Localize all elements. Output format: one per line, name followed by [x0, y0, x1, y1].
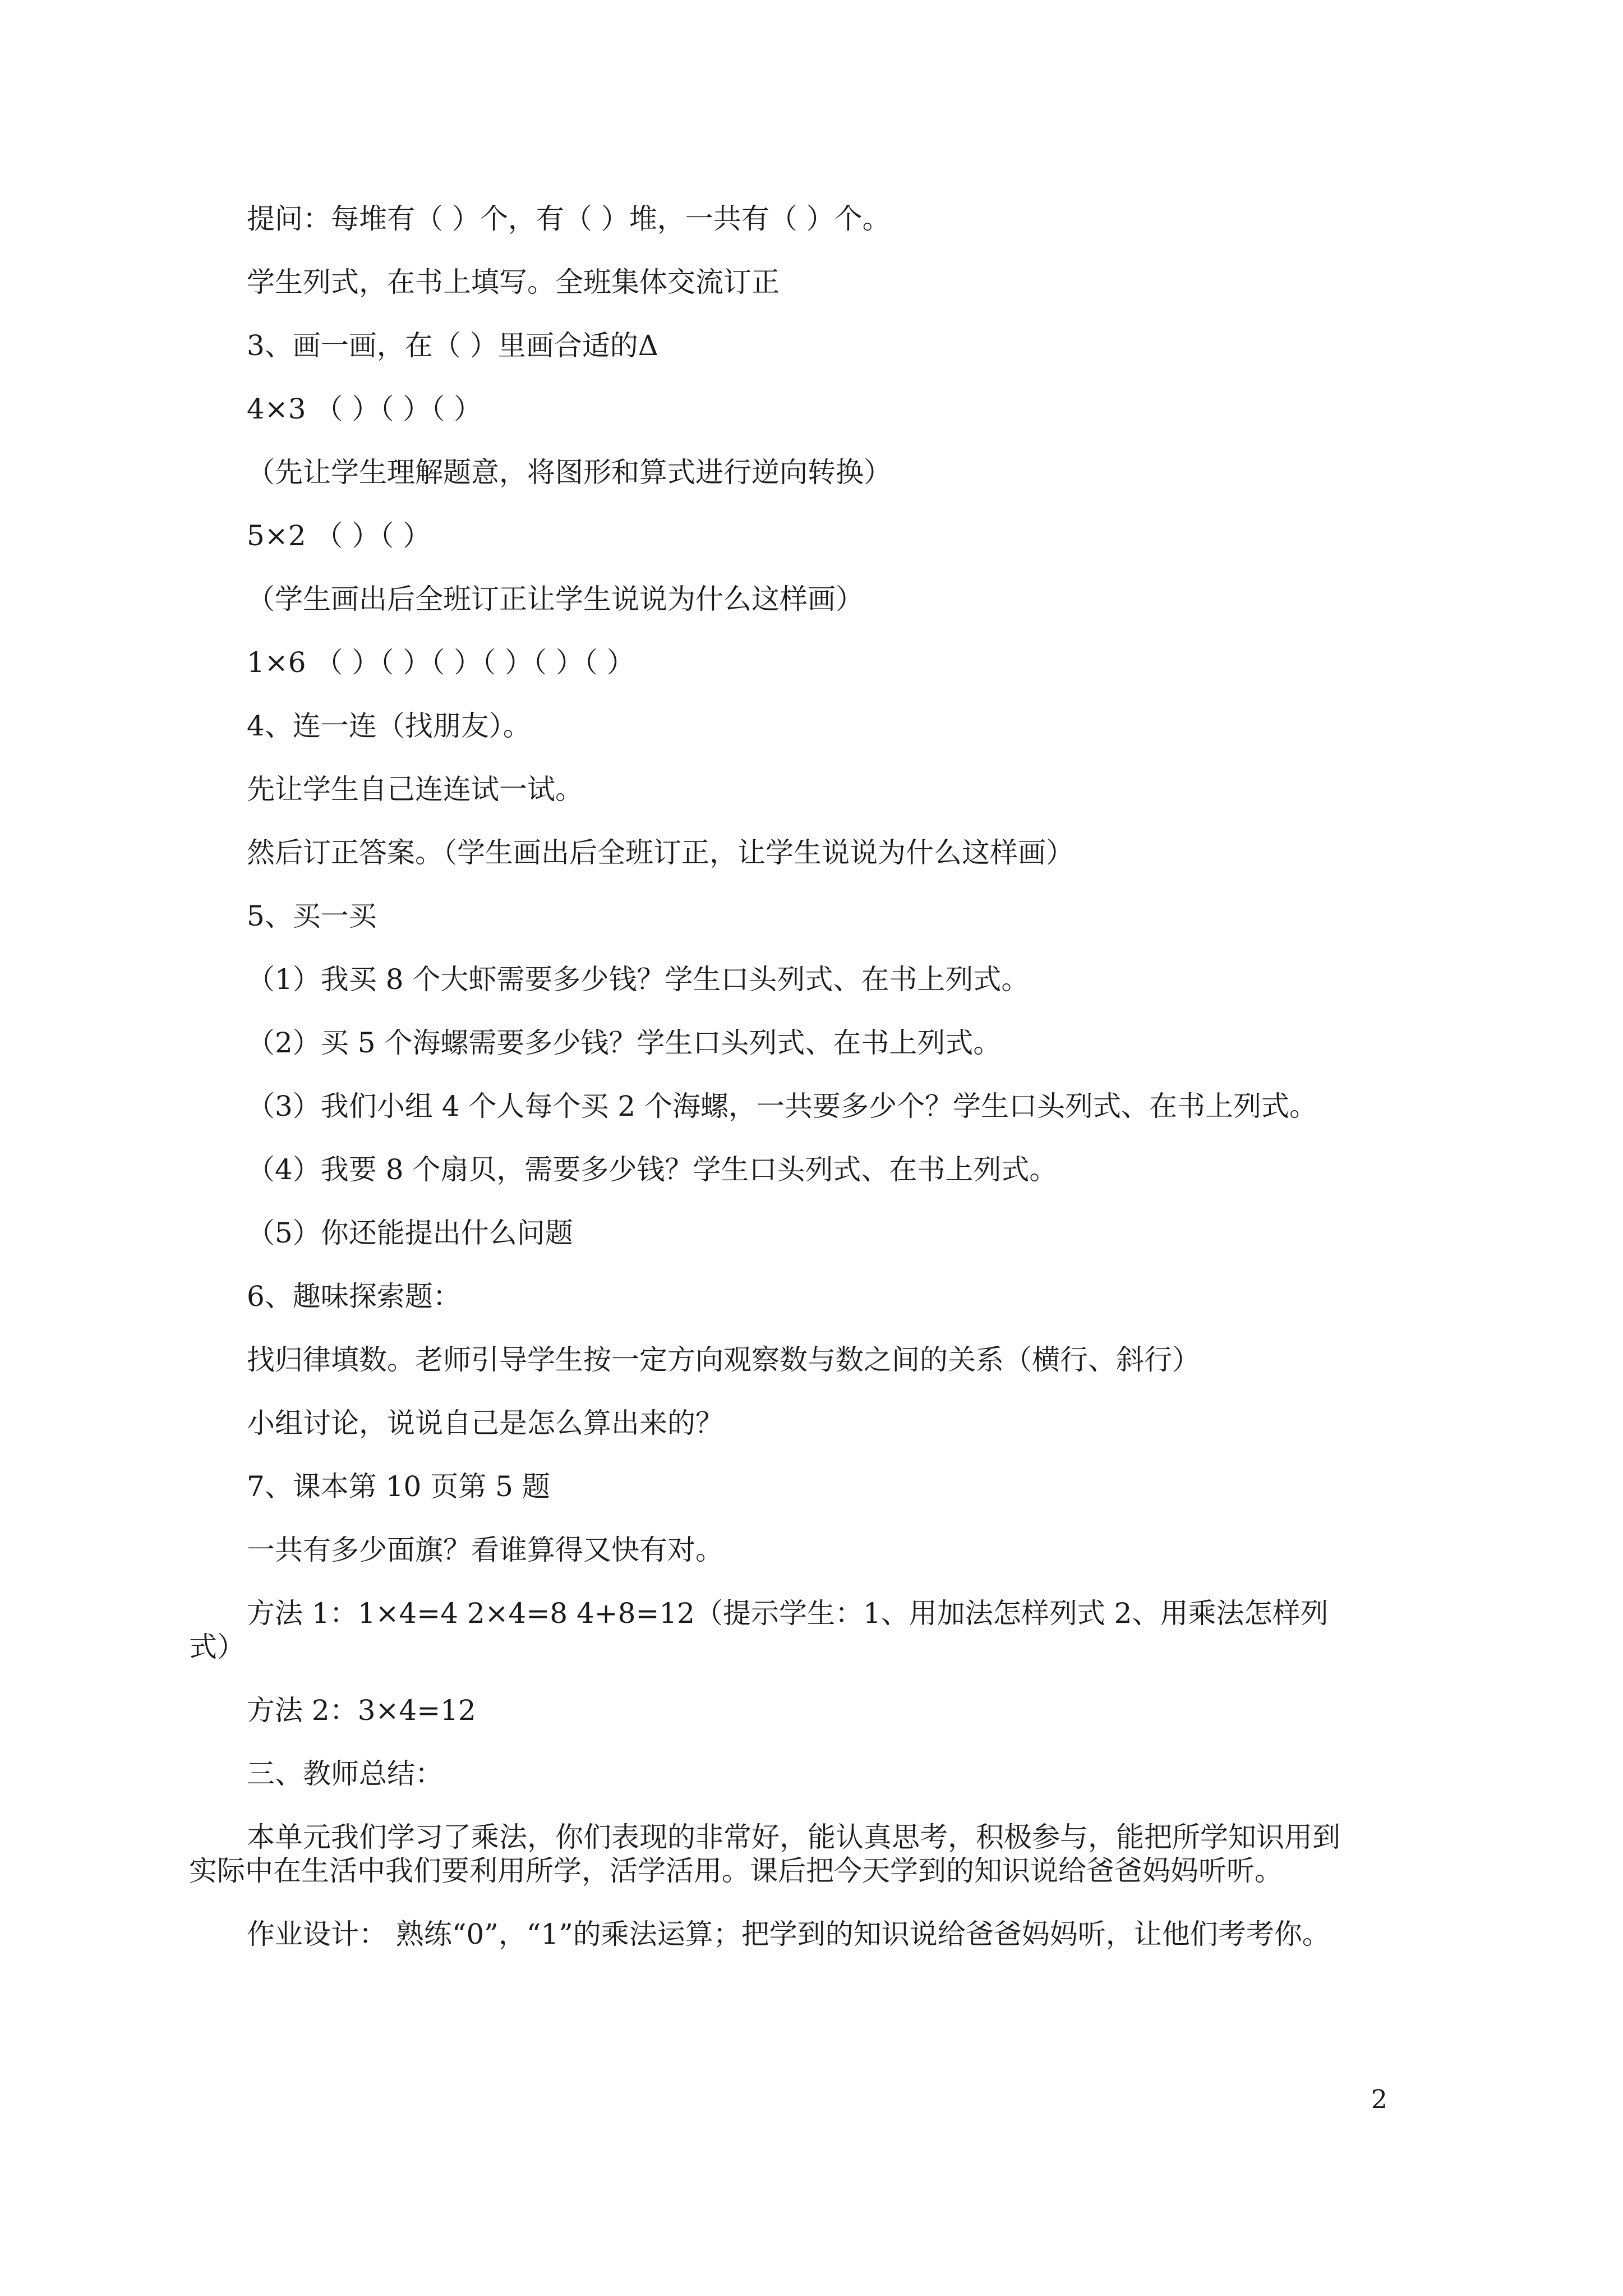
text-line: 然后订正答案。（学生画出后全班订正，让学生说说为什么这样画）: [247, 836, 1074, 869]
text-paragraph: 本单元我们学习了乘法，你们表现的非常好，能认真思考，积极参与，能把所学知识用到实际中在生活中我们要利用所学，活学活用。课后把今天学到的知识说给爸爸妈妈听听。: [189, 1821, 1340, 1887]
section-heading: 三、教师总结：: [247, 1757, 443, 1790]
text-line: 7、课本第 10 页第 5 题: [247, 1470, 550, 1503]
text-line: （3）我们小组 4 个人每个买 2 个海螺，一共要多少个？学生口头列式、在书上列式。: [247, 1090, 1318, 1122]
text-line: 4×3 （ ）（ ）（ ）: [247, 393, 482, 425]
text-line: 1×6 （ ）（ ）（ ）（ ）（ ）（ ）: [247, 646, 635, 679]
text-line: 提问：每堆有（ ）个，有（ ）堆，一共有（ ）个。: [247, 203, 891, 235]
text-line: 5×2 （ ）（ ）: [247, 519, 431, 552]
text-line: （1）我买 8 个大虾需要多少钱？学生口头列式、在书上列式。: [247, 963, 1030, 996]
text-line: （2）买 5 个海螺需要多少钱？学生口头列式、在书上列式。: [247, 1027, 1002, 1059]
text-line: 5、买一买: [247, 900, 377, 932]
text-line: 3、画一画，在（ ）里画合适的Δ: [247, 329, 658, 362]
text-paragraph: 作业设计： 熟练“0”，“1”的乘法运算；把学到的知识说给爸爸妈妈听，让他们考考你。: [247, 1918, 1330, 1950]
text-line: （先让学生理解题意，将图形和算式进行逆向转换）: [247, 456, 892, 489]
text-line: 6、趣味探索题：: [247, 1280, 461, 1313]
text-line: （学生画出后全班订正让学生说说为什么这样画）: [247, 583, 864, 615]
text-line: （5）你还能提出什么问题: [247, 1217, 573, 1249]
text-line: 找归律填数。老师引导学生按一定方向观察数与数之间的关系（横行、斜行）: [247, 1343, 1200, 1376]
text-paragraph: 方法 1：1×4=4 2×4=8 4+8=12（提示学生：1、用加法怎样列式 2、用乘法怎样列式）: [189, 1597, 1329, 1663]
text-line: 先让学生自己连连试一试。: [247, 773, 583, 806]
document-body: [189, 202, 1413, 1981]
text-line: 学生列式，在书上填写。全班集体交流订正: [247, 266, 780, 298]
text-line: （4）我要 8 个扇贝，需要多少钱？学生口头列式、在书上列式。: [247, 1153, 1058, 1186]
text-line: 4、连一连（找朋友）。: [247, 710, 531, 742]
page-number: 2: [1371, 2084, 1387, 2114]
text-line: 一共有多少面旗？看谁算得又快有对。: [247, 1534, 723, 1566]
text-line: 方法 2：3×4=12: [247, 1694, 476, 1727]
text-line: 小组讨论，说说自己是怎么算出来的？: [247, 1407, 723, 1439]
